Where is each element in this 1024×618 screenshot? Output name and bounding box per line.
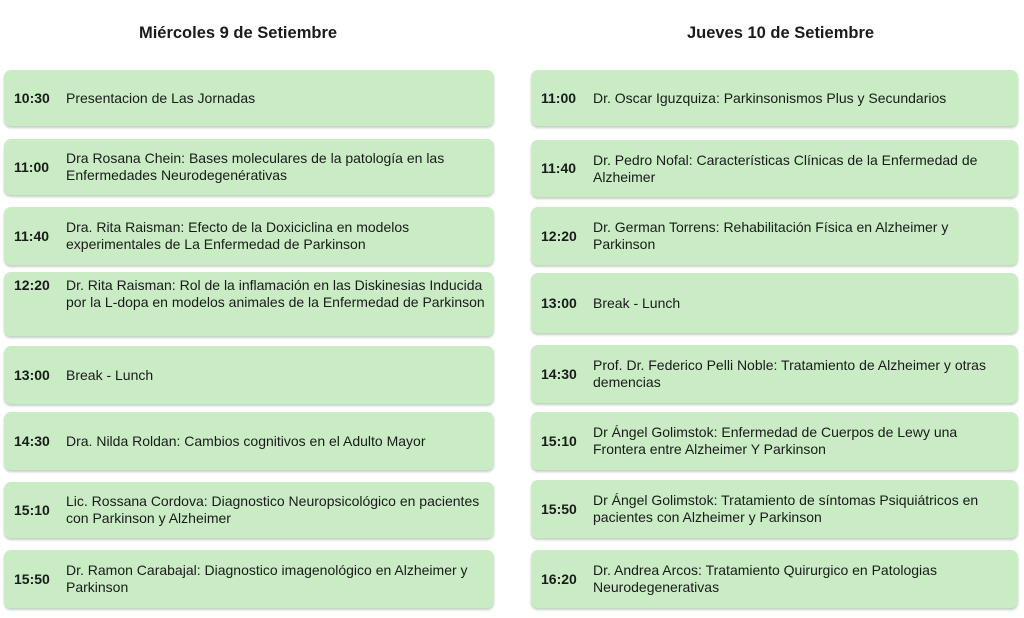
schedule-item bbox=[531, 550, 1018, 608]
schedule-item bbox=[4, 412, 494, 470]
session-text: Break - Lunch bbox=[66, 366, 154, 383]
session-text: Break - Lunch bbox=[593, 294, 681, 311]
session-text: Dra Rosana Chein: Bases moleculares de la patología en las Enfermedades Neurodegenérativas bbox=[66, 150, 445, 183]
session-text: Dr. Rita Raisman: Rol de la inflamación en las Diskinesias Inducida por la L-dopa en modelos animales de la Enfermedad de Parkinson bbox=[66, 277, 485, 310]
schedule-item bbox=[531, 412, 1018, 470]
time-label: 13:00 bbox=[14, 366, 50, 383]
time-label: 12:20 bbox=[14, 277, 50, 293]
time-label: 15:10 bbox=[14, 501, 50, 518]
wednesday-title: Miércoles 9 de Setiembre bbox=[138, 24, 338, 42]
session-text: Dr. Pedro Nofal: Características Clínicas de la Enfermedad de Alzheimer bbox=[593, 151, 978, 185]
time-label: 15:10 bbox=[541, 432, 577, 449]
time-label: 16:20 bbox=[541, 570, 577, 587]
session-text: Prof. Dr. Federico Pelli Noble: Tratamiento de Alzheimer y otras demencias bbox=[593, 357, 986, 390]
time-label: 12:20 bbox=[541, 227, 577, 244]
schedule-item bbox=[4, 207, 494, 265]
schedule-item bbox=[4, 70, 494, 126]
time-label: 13:00 bbox=[541, 294, 577, 311]
time-label: 14:30 bbox=[541, 365, 577, 382]
session-text: Presentacion de Las Jornadas bbox=[66, 89, 256, 106]
session-text: Dr. Andrea Arcos: Tratamiento Quirurgico en Patologias Neurodegenerativas bbox=[593, 562, 937, 595]
time-label: 10:30 bbox=[14, 89, 50, 106]
schedule-item bbox=[4, 482, 494, 538]
schedule-item bbox=[4, 346, 494, 404]
schedule-item bbox=[531, 480, 1018, 538]
time-label: 11:40 bbox=[14, 227, 50, 244]
time-label: 14:30 bbox=[14, 432, 50, 449]
session-text: Dr. German Torrens: Rehabilitación Física en Alzheimer y Parkinson bbox=[593, 219, 949, 252]
session-text: Dr Ángel Golimstok: Tratamiento de síntomas Psiquiátricos en pacientes con Alzheimer y Parkinson bbox=[593, 492, 979, 525]
time-label: 11:00 bbox=[14, 158, 50, 175]
schedule-item bbox=[531, 207, 1018, 265]
schedule-item bbox=[531, 273, 1018, 333]
time-label: 15:50 bbox=[14, 570, 50, 587]
time-label: 11:00 bbox=[541, 89, 577, 106]
session-text: Dr. Ramon Carabajal: Diagnostico imagenológico en Alzheimer y Parkinson bbox=[66, 562, 468, 595]
thursday-title: Jueves 10 de Setiembre bbox=[686, 24, 875, 42]
session-text: Lic. Rossana Cordova: Diagnostico Neuropsicológico en pacientes con Parkinson y Alzheimer bbox=[66, 493, 480, 526]
schedule-item bbox=[4, 272, 494, 336]
schedule-item bbox=[4, 139, 494, 195]
schedule-item bbox=[531, 140, 1018, 197]
session-text: Dr Ángel Golimstok: Enfermedad de Cuerpos de Lewy una Frontera entre Alzheimer Y Parkinson bbox=[593, 424, 958, 457]
session-text: Dra. Rita Raisman: Efecto de la Doxiciclina en modelos experimentales de La Enfermedad de Parkinson bbox=[66, 219, 410, 252]
schedule-item bbox=[4, 550, 494, 608]
schedule-item bbox=[531, 345, 1018, 403]
time-label: 15:50 bbox=[541, 500, 577, 517]
time-label: 11:40 bbox=[541, 160, 577, 176]
session-text: Dr. Oscar Iguzquiza: Parkinsonismos Plus y Secundarios bbox=[593, 89, 947, 106]
session-text: Dra. Nilda Roldan: Cambios cognitivos en el Adulto Mayor bbox=[66, 432, 426, 449]
schedule-item bbox=[531, 70, 1018, 126]
